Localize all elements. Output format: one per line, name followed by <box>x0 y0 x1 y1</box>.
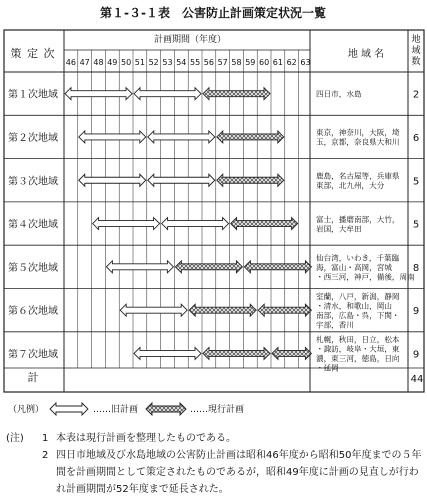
region-name: 宇部，香川 <box>316 320 354 330</box>
year-label: 62 <box>286 58 297 67</box>
region-name: ・清水，和歌山，岡山 <box>316 301 392 311</box>
region-header: 地 域 名 <box>347 49 385 60</box>
region-name: 鹿島，名古屋等，兵庫県 <box>316 171 400 181</box>
table-row <box>8 252 419 282</box>
phase-label: 第５次地域 <box>8 262 58 274</box>
phase-label: 第２次地域 <box>8 132 58 144</box>
region-name: 富士，播磨南部，大竹， <box>316 214 400 224</box>
current-plan-arrow <box>203 347 270 359</box>
phase-label: 第１次地域 <box>8 89 58 101</box>
old-plan-arrow <box>93 218 160 230</box>
year-label: 56 <box>203 58 214 67</box>
count-header-char: 域 <box>411 46 421 56</box>
count-header-char: 地 <box>411 35 421 45</box>
phase-label: 第６次地域 <box>8 306 58 318</box>
phase-label: 第４次地域 <box>8 219 58 231</box>
old-plan-arrow <box>148 131 215 143</box>
total-count: 44 <box>410 374 424 385</box>
region-name: 四日市，水島 <box>316 89 362 99</box>
region-name: ・延岡 <box>316 363 339 373</box>
year-label: 57 <box>217 58 228 67</box>
region-name: ・西三河，神戸，備後，周南 <box>316 272 415 282</box>
region-count: 5 <box>412 176 420 188</box>
region-name: 東京，神奈川，大阪，埼 <box>316 128 400 138</box>
table-row <box>8 291 419 331</box>
old-plan-arrow <box>148 174 215 186</box>
region-name: 濃，東三河，徳島，日向 <box>316 354 400 364</box>
count-header <box>411 33 420 67</box>
old-plan-arrow <box>120 304 187 316</box>
old-plan-arrow <box>162 218 229 230</box>
legend-old-arrow <box>50 403 88 415</box>
total-label: 計 <box>27 371 39 384</box>
old-plan-arrow <box>134 347 201 359</box>
note-text: 本表は現行計画を整理したものである。 <box>56 433 236 444</box>
year-label: 52 <box>148 58 159 67</box>
old-plan-arrow <box>50 403 88 415</box>
year-label: 58 <box>231 58 242 67</box>
region-count: 6 <box>412 132 420 144</box>
note-item <box>6 430 424 447</box>
region-name: ・諏訪，岐阜・大垣，東 <box>316 344 400 354</box>
table-title: 第１-３-１表 公害防止計画策定状況一覧 <box>100 6 326 20</box>
current-plan-arrow <box>189 304 256 316</box>
notes <box>6 430 424 498</box>
table-row <box>8 334 419 373</box>
legend-old-label: ……旧計画 <box>93 405 139 415</box>
note-item <box>6 447 424 498</box>
region-count: 5 <box>412 219 420 231</box>
region-name: 玉，京都，奈良県大和川 <box>316 137 400 147</box>
legend-current-arrow <box>146 403 186 415</box>
region-count: 8 <box>412 262 420 274</box>
year-label: 48 <box>93 58 104 67</box>
region-name: 東部，北九州，大分 <box>316 181 385 190</box>
note-text: 四日市地域及び水島地域の公害防止計画は昭和46年度から昭和50年度までの５年間を計画期間として策定されたものであるが，昭和49年度に計画の見直しが行われ計画期間が52年度まで延長された。 <box>56 450 422 495</box>
year-label: 63 <box>300 58 311 67</box>
year-label: 61 <box>272 58 283 67</box>
year-label: 53 <box>162 58 173 67</box>
year-label: 49 <box>107 58 118 67</box>
table-row <box>8 171 419 192</box>
old-plan-arrow <box>79 174 146 186</box>
region-name: 海，富山・高岡，宮城 <box>316 262 392 272</box>
year-label: 46 <box>65 58 76 67</box>
region-name: 南部，広島・呉，下関・ <box>316 310 400 320</box>
current-plan-arrow <box>272 347 311 359</box>
legend <box>8 403 244 415</box>
phase-label: 第７次地域 <box>8 349 58 361</box>
table-row <box>8 88 419 101</box>
table-body <box>8 88 419 373</box>
current-plan-arrow <box>217 174 284 186</box>
current-plan-arrow <box>244 261 311 273</box>
current-plan-arrow <box>203 88 270 100</box>
year-label: 54 <box>176 58 187 67</box>
region-name: 仙台湾，いわき，千葉臨 <box>316 253 400 263</box>
region-name: 岩国，大牟田 <box>316 224 362 234</box>
region-count: 9 <box>412 349 420 361</box>
current-plan-arrow <box>217 131 284 143</box>
note-number: 2 <box>42 450 49 461</box>
period-header: 計画期間（年度） <box>153 35 227 45</box>
table-row <box>8 214 419 235</box>
phase-label: 第３次地域 <box>8 176 58 188</box>
old-plan-arrow <box>106 261 173 273</box>
year-label: 60 <box>259 58 270 67</box>
region-count: 9 <box>412 306 420 318</box>
count-header-char: 数 <box>411 57 421 67</box>
region-name: 札幌，秋田，日立，松本 <box>316 335 400 345</box>
old-plan-arrow <box>134 88 201 100</box>
year-label: 59 <box>245 58 256 67</box>
legend-prefix: （凡例） <box>8 405 45 415</box>
region-count: 2 <box>412 89 420 101</box>
table-row <box>8 127 419 148</box>
notes-prefix: (注) <box>6 433 24 444</box>
year-label: 47 <box>79 58 90 67</box>
region-name: 室蘭，八戸，新潟，静岡 <box>316 291 400 301</box>
old-plan-arrow <box>65 88 132 100</box>
note-number: 1 <box>42 433 49 444</box>
year-label: 50 <box>121 58 132 67</box>
year-label: 51 <box>134 58 145 67</box>
current-plan-arrow <box>231 218 298 230</box>
year-label: 55 <box>190 58 201 67</box>
current-plan-arrow <box>175 261 242 273</box>
phase-header: 策 定 次 <box>10 47 56 60</box>
current-plan-arrow <box>146 403 186 415</box>
legend-current-label: ……現行計画 <box>190 405 245 415</box>
old-plan-arrow <box>79 131 146 143</box>
